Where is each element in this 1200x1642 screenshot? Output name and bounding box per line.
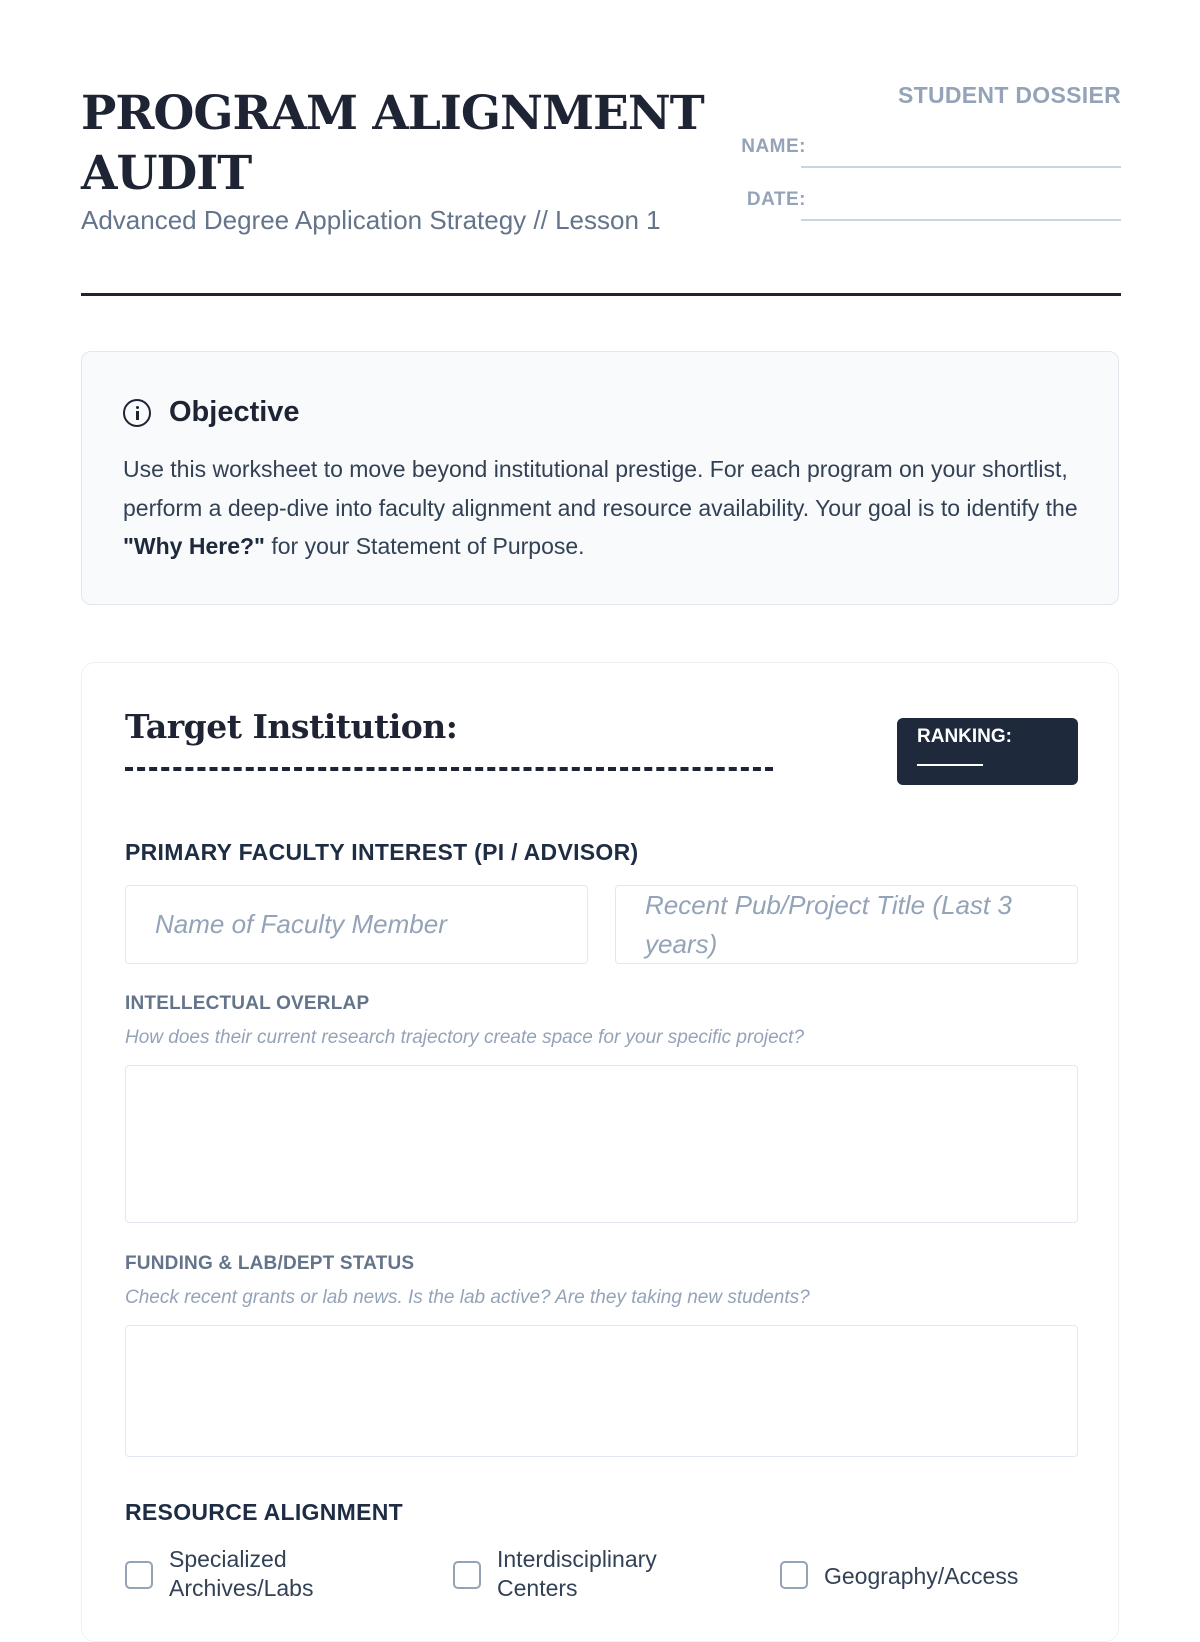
- resource-option-label: Interdisciplinary Centers: [497, 1546, 657, 1601]
- objective-box: [81, 351, 1119, 605]
- objective-text-start: Use this worksheet to move beyond institutional prestige. For each program on your shortlist, perform a deep-dive into faculty alignment and resource availability. Your goal is to identify the: [123, 456, 1078, 521]
- objective-text: [123, 450, 1083, 566]
- name-label: NAME:: [741, 136, 806, 157]
- name-input-line[interactable]: [801, 166, 1121, 168]
- checkbox[interactable]: [125, 1561, 153, 1589]
- funding-textarea[interactable]: [125, 1325, 1078, 1457]
- student-dossier-label: STUDENT DOSSIER: [897, 82, 1121, 108]
- funding-hint: Check recent grants or lab news. Is the lab active? Are they taking new students?: [125, 1287, 810, 1308]
- faculty-section-label: PRIMARY FACULTY INTEREST (PI / ADVISOR): [125, 839, 639, 865]
- overlap-textarea[interactable]: [125, 1065, 1078, 1223]
- resource-option-label: Specialized Archives/Labs: [169, 1546, 314, 1601]
- target-institution-label: Target Institution:: [125, 707, 458, 746]
- header-divider: [81, 293, 1121, 296]
- ranking-blank[interactable]: [917, 764, 983, 766]
- objective-heading: Objective: [169, 396, 300, 428]
- ranking-badge: [897, 718, 1078, 785]
- resource-option-label: Geography/Access: [824, 1563, 1019, 1589]
- objective-heading-row: [123, 396, 300, 429]
- resource-option-archives[interactable]: [125, 1545, 349, 1603]
- info-icon: [123, 399, 151, 427]
- target-institution-blank[interactable]: [125, 767, 773, 771]
- institution-card: [81, 662, 1119, 1642]
- recent-pub-input[interactable]: [615, 885, 1078, 964]
- resource-option-geography[interactable]: [780, 1545, 1064, 1591]
- recent-pub-placeholder: Recent Pub/Project Title (Last 3 years): [645, 890, 1012, 959]
- funding-label: FUNDING & LAB/DEPT STATUS: [125, 1253, 415, 1274]
- overlap-hint: How does their current research trajectory create space for your specific project?: [125, 1027, 805, 1048]
- checkbox[interactable]: [453, 1561, 481, 1589]
- ranking-label: RANKING:: [917, 726, 1012, 747]
- page-title: PROGRAM ALIGNMENT AUDIT: [81, 86, 704, 201]
- date-label: DATE:: [746, 189, 806, 210]
- faculty-name-input[interactable]: [125, 885, 588, 964]
- date-field-row: [701, 181, 1121, 221]
- objective-text-end: for your Statement of Purpose.: [264, 533, 585, 559]
- faculty-name-placeholder: Name of Faculty Member: [155, 909, 447, 939]
- resource-option-centers[interactable]: [453, 1545, 677, 1603]
- objective-text-emphasis: "Why Here?": [123, 533, 265, 559]
- checkbox[interactable]: [780, 1561, 808, 1589]
- name-field-row: [701, 128, 1121, 168]
- overlap-label: INTELLECTUAL OVERLAP: [125, 993, 370, 1014]
- date-input-line[interactable]: [801, 219, 1121, 221]
- resource-alignment-label: RESOURCE ALIGNMENT: [125, 1499, 403, 1525]
- page-subtitle: Advanced Degree Application Strategy // Lesson 1: [81, 205, 661, 235]
